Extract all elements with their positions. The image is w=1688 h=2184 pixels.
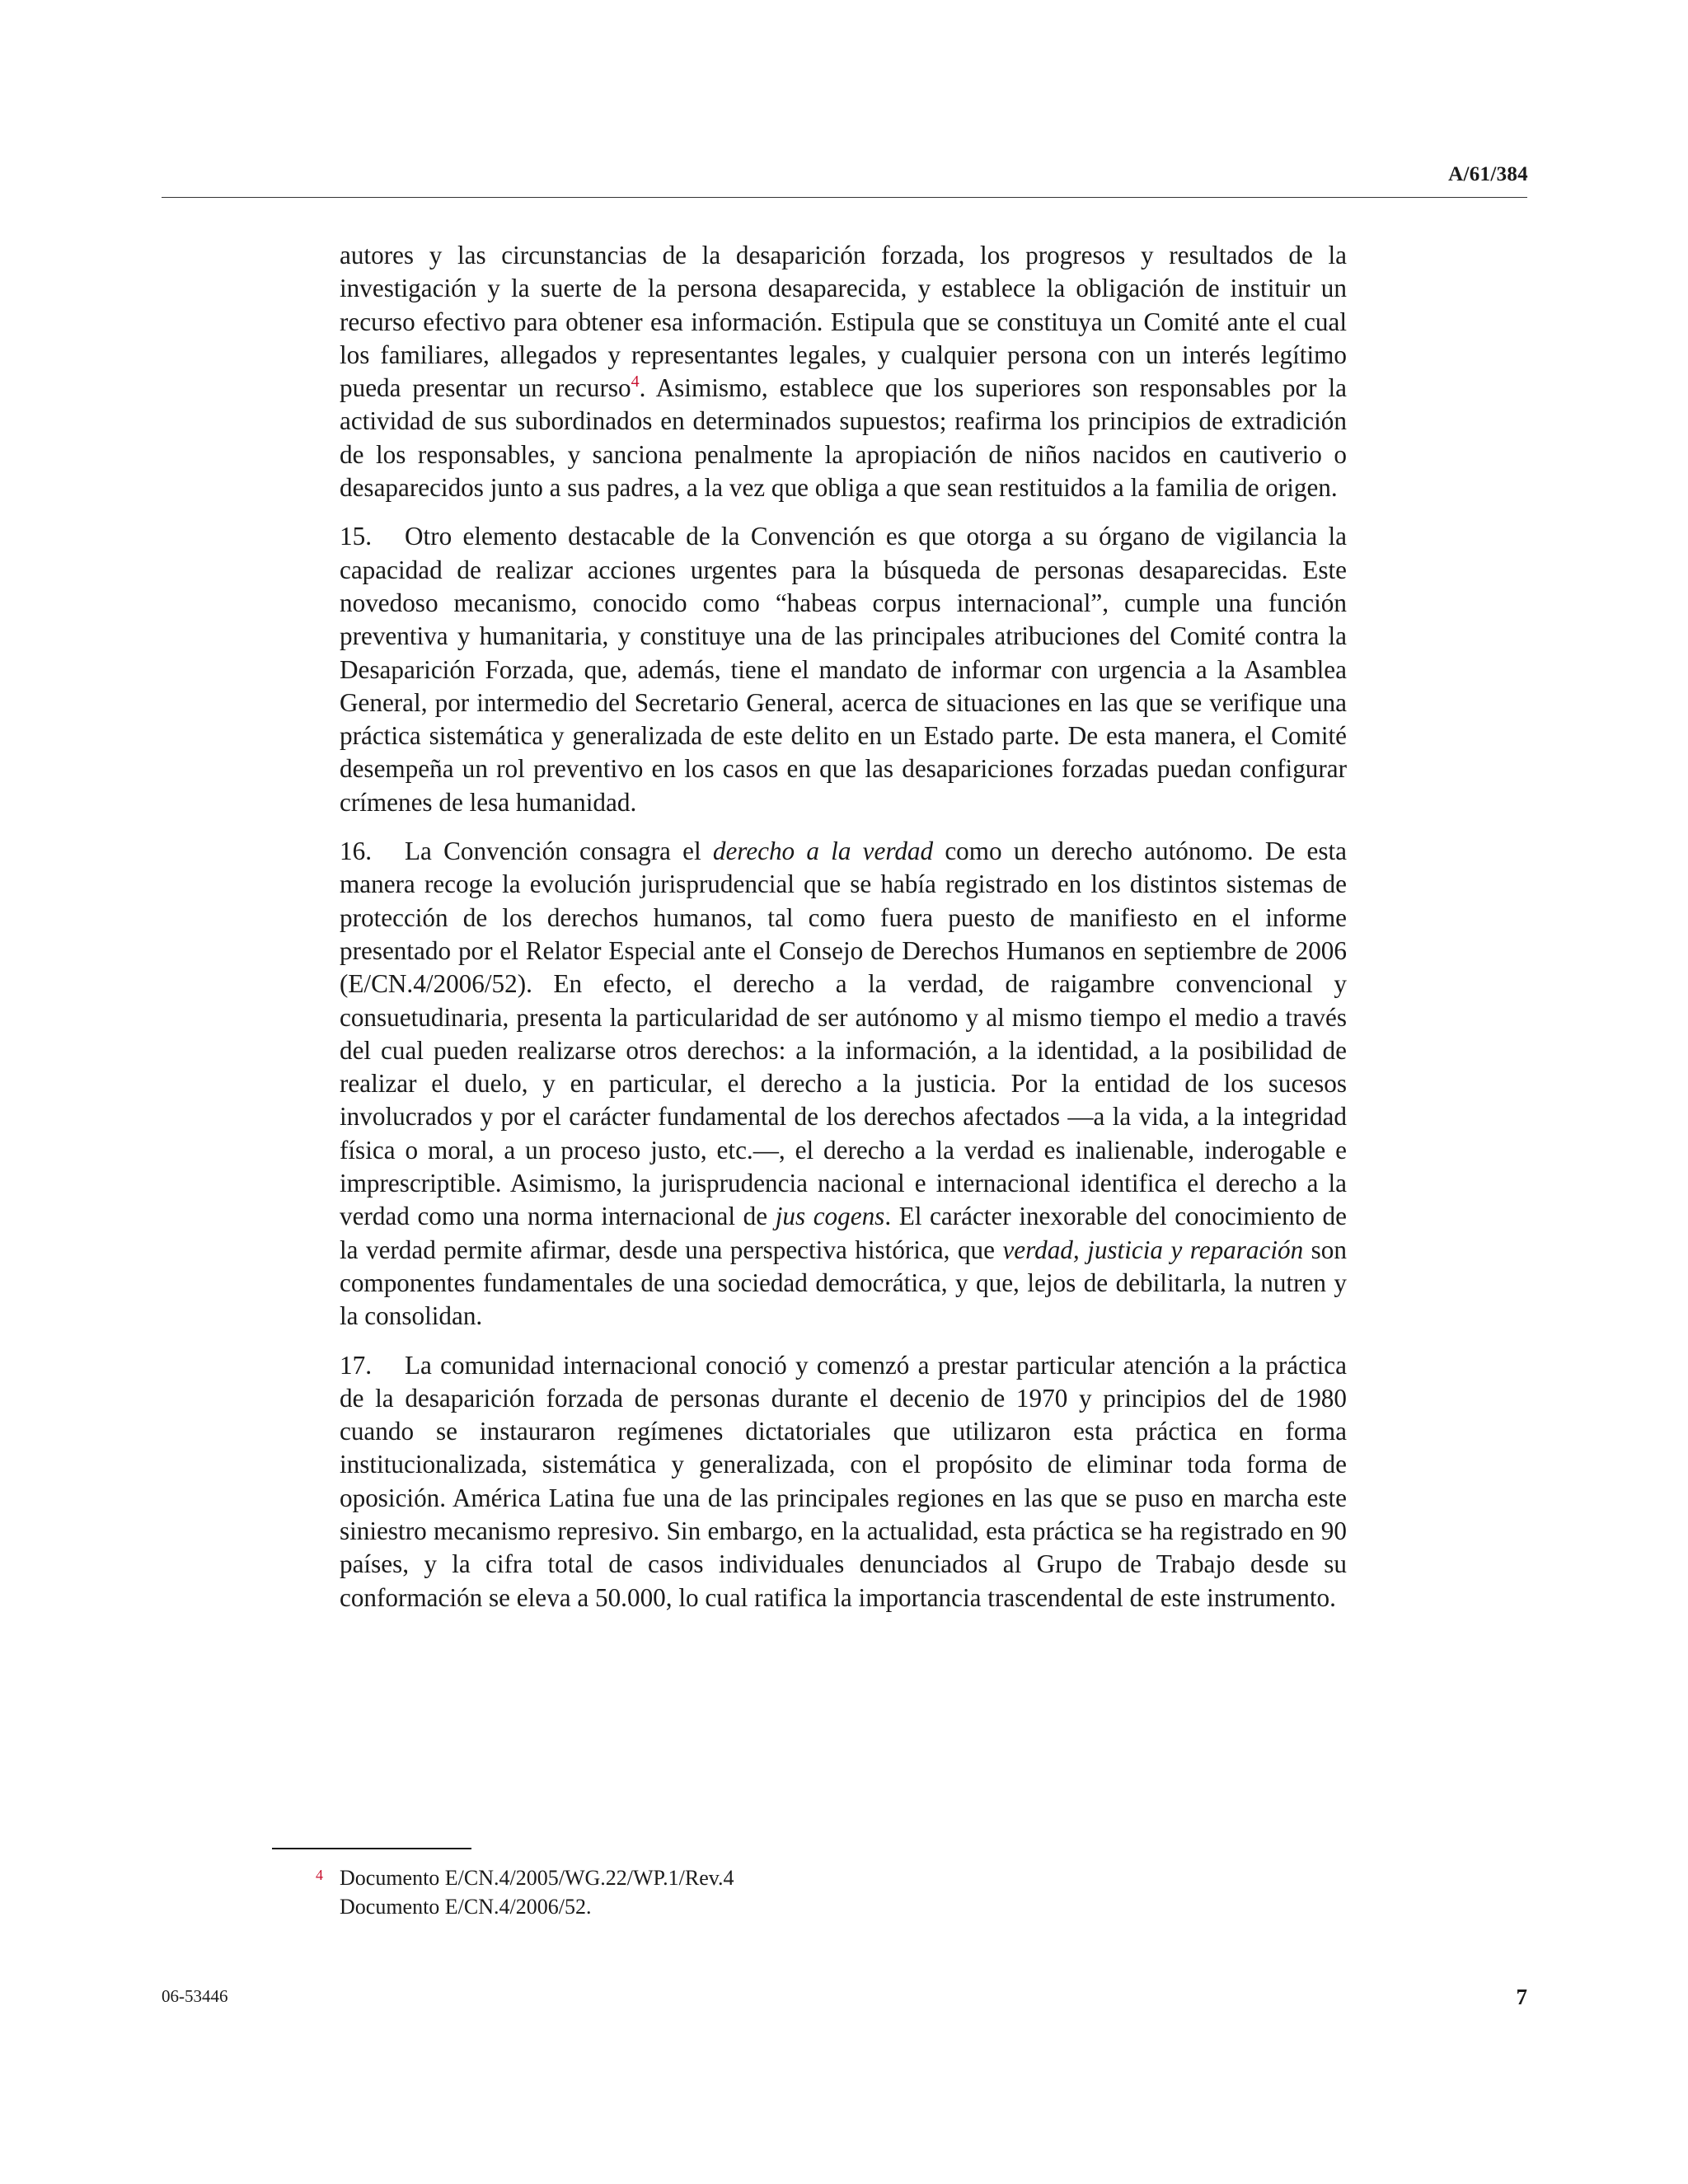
italic-term: verdad, justicia y reparación [1002, 1235, 1304, 1264]
paragraph-text: son componentes fundamentales de una sociedad democrática, y que, lejos de debilitarla, la nutren y la consolidan. [340, 1235, 1347, 1331]
paragraph-text: como un derecho autónomo. De esta manera recoge la evolución jurisprudencial que se había registrado en los distintos sistemas de protección de los derechos humanos, tal como fuera puesto de manifiesto en el informe presentado por el Relator Especial ante el Consejo de Derechos Humanos en septiembre de 2006 (E/CN.4/2006/52). En efecto, el derecho a la verdad, de raigambre convencional y consuetudinaria, presenta la particularidad de ser autónomo y al mismo tiempo el medio a través del cual pueden realizarse otros derechos: a la información, a la identidad, a la posibilidad de realizar el duelo, y en particular, el derecho a la justicia. Por la entidad de los sucesos involucrados y por el carácter fundamental de los derechos afectados —a la vida, a la integridad física o moral, a un proceso justo, etc.—, el derecho a la verdad es inalienable, inderogable e imprescriptible. Asimismo, la jurisprudencia nacional e internacional identifica el derecho a la verdad como una norma internacional de [340, 837, 1347, 1231]
footnote-mark: 4 [316, 1867, 323, 1883]
paragraph-text: . Asimismo, establece que los superiores son responsables por la actividad de sus subordinados en determinados supuestos; reafirma los principios de extradición de los responsables, y sanciona penalmente la apropiación de niños nacidos en cautiverio o desaparecidos junto a sus padres, a la vez que obliga a que sean restituidos a la familia de origen. [340, 373, 1347, 503]
paragraph-number: 16. [340, 837, 372, 866]
paragraph-text: autores y las circunstancias de la desaparición forzada, los progresos y resultados de la investigación y la suerte de la persona desaparecida, y establece la obligación de instituir un recurso efectivo para obtener esa información. Estipula que se constituya un Comité ante el cual los familiares, allegados y representantes legales, y cualquier persona con un interés legítimo pueda presentar un recurso [340, 241, 1347, 403]
paragraph-text: Otro elemento destacable de la Convención es que otorga a su órgano de vigilancia la capacidad de realizar acciones urgentes para la búsqueda de personas desaparecidas. Este novedoso mecanismo, conocido como “habeas corpus internacional”, cumple una función preventiva y humanitaria, y constituye una de las principales atribuciones del Comité contra la Desaparición Forzada, que, además, tiene el mandato de informar con urgencia a la Asamblea General, por intermedio del Secretario General, acerca de situaciones en las que se verifique una práctica sistemática y generalizada de este delito en un Estado parte. De esta manera, el Comité desempeña un rol preventivo en los casos en que las desapariciones forzadas puedan configurar crímenes de lesa humanidad. [340, 522, 1347, 817]
paragraph-text: . El carácter inexorable del conocimiento de la verdad permite afirmar, desde una perspectiva histórica, que [340, 1202, 1347, 1264]
document-symbol: A/61/384 [1448, 163, 1528, 185]
paragraph-15 [340, 520, 1347, 819]
paragraph-continuation [340, 239, 1347, 504]
italic-term: derecho a la verdad [712, 837, 934, 866]
job-number: 06-53446 [162, 1986, 228, 2006]
paragraph-number: 17. [340, 1350, 372, 1380]
footnote-line [316, 1892, 734, 1921]
footnotes [316, 1861, 734, 1921]
paragraph-text: La comunidad internacional conoció y comenzó a prestar particular atención a la práctica de la desaparición forzada de personas durante el decenio de 1970 y principios del de 1980 cuando se instauraron regímenes dictatoriales que utilizaron esta práctica en forma institucionalizada, sistemática y generalizada, con el propósito de eliminar toda forma de oposición. América Latina fue una de las principales regiones en las que se puso en marcha este siniestro mecanismo represivo. Sin embargo, en la actualidad, esta práctica se ha registrado en 90 países, y la cifra total de casos individuales denunciados al Grupo de Trabajo desde su conformación se eleva a 50.000, lo cual ratifica la importancia trascendental de este instrumento. [340, 1350, 1347, 1612]
footnote-separator [272, 1848, 471, 1849]
italic-term: jus cogens [775, 1202, 885, 1231]
paragraph-number: 15. [340, 522, 372, 551]
body-text [340, 239, 1347, 1630]
footnote-reference[interactable]: 4 [631, 373, 640, 391]
footnote-text: Documento E/CN.4/2005/WG.22/WP.1/Rev.4 [340, 1866, 734, 1890]
header-rule [162, 197, 1527, 198]
paragraph-text: La Convención consagra el [405, 837, 713, 866]
footnote-text: Documento E/CN.4/2006/52. [340, 1895, 592, 1919]
page-number: 7 [1516, 1985, 1527, 2009]
paragraph-17 [340, 1349, 1347, 1615]
footnote-line [316, 1861, 734, 1892]
paragraph-16 [340, 835, 1347, 1333]
